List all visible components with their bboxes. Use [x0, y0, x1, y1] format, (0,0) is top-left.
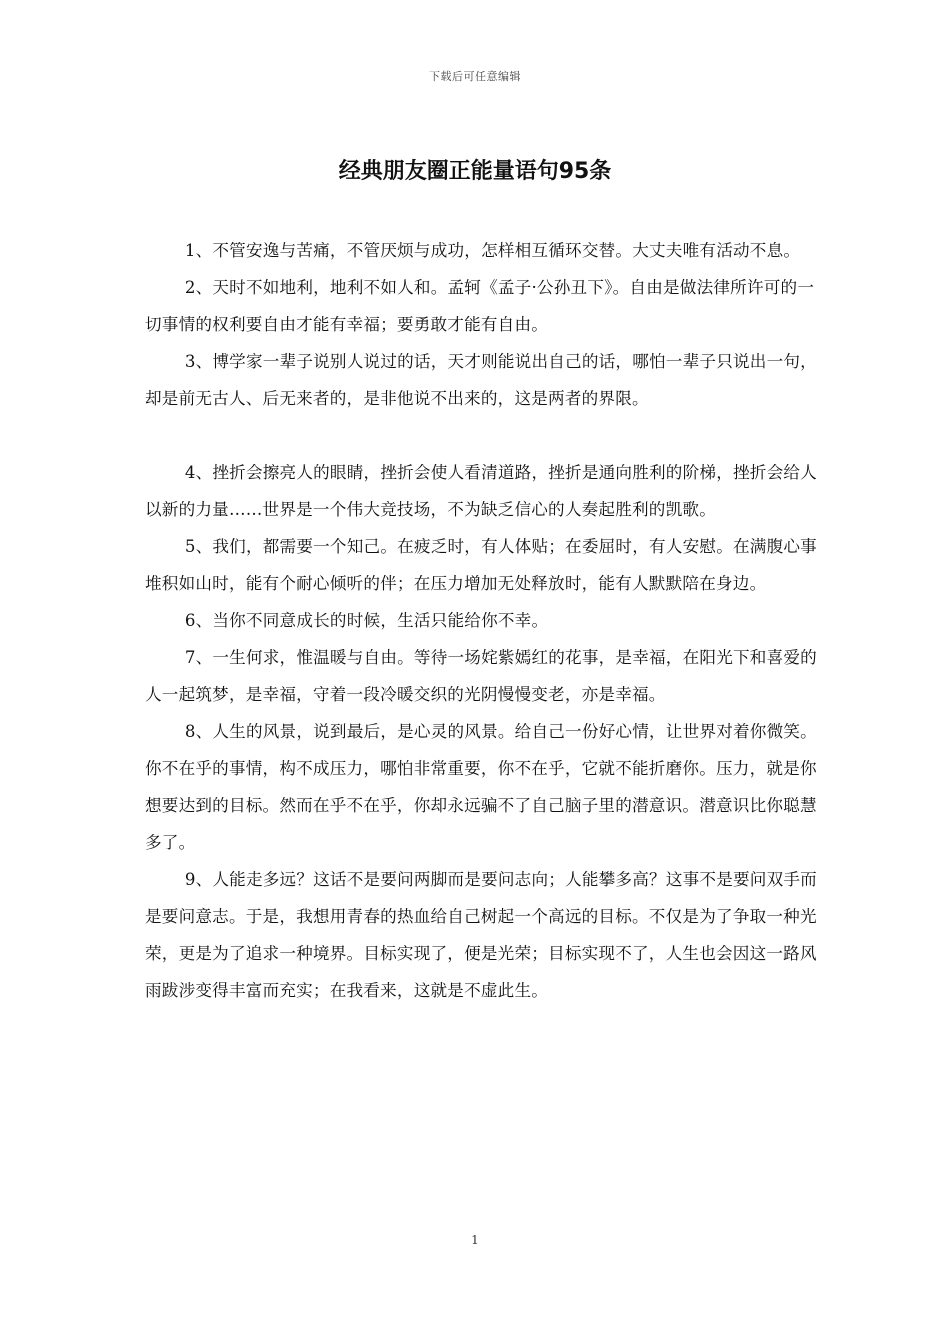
paragraph-5: 5、我们，都需要一个知己。在疲乏时，有人体贴；在委屈时，有人安慰。在满腹心事堆积如山时，能有个耐心倾听的伴；在压力增加无处释放时，能有人默默陪在身边。: [145, 537, 817, 593]
paragraph-6: 6、当你不同意成长的时候，生活只能给你不幸。: [184, 611, 549, 630]
paragraph-3: 3、博学家一辈子说别人说过的话，天才则能说出自己的话，哪怕一辈子只说出一句，却是前无古人、后无来者的，是非他说不出来的，这是两者的界限。: [145, 352, 817, 408]
paragraph-8: 8、人生的风景，说到最后，是心灵的风景。给自己一份好心情，让世界对着你微笑。你不在乎的事情，构不成压力，哪怕非常重要，你不在乎，它就不能折磨你。压力，就是你想要达到的目标。然而在乎不在乎，你却永远骗不了自己脑子里的潜意识。潜意识比你聪慧多了。: [145, 722, 817, 852]
paragraph-1: 1、不管安逸与苦痛，不管厌烦与成功，怎样相互循环交替。大丈夫唯有活动不息。: [184, 241, 801, 260]
paragraph-4: 4、挫折会擦亮人的眼睛，挫折会使人看清道路，挫折是通向胜利的阶梯，挫折会给人以新的力量……世界是一个伟大竞技场，不为缺乏信心的人奏起胜利的凯歌。: [145, 463, 817, 519]
paragraph-2: 2、天时不如地利，地利不如人和。孟轲《孟子·公孙丑下》。自由是做法律所许可的一切事情的权利要自由才能有幸福；要勇敢才能有自由。: [145, 278, 815, 334]
paragraph-9: 9、人能走多远？这话不是要问两脚而是要问志向；人能攀多高？这事不是要问双手而是要问意志。于是，我想用青春的热血给自己树起一个高远的目标。不仅是为了争取一种光荣，更是为了追求一种境界。目标实现了，便是光荣；目标实现不了，人生也会因这一路风雨跋涉变得丰富而充实；在我看来，这就是不虚此生。: [145, 870, 817, 1000]
document-title: 经典朋友圈正能量语句95条: [338, 159, 612, 184]
paragraph-7: 7、一生何求，惟温暖与自由。等待一场姹紫嫣红的花事，是幸福，在阳光下和喜爱的人一起筑梦，是幸福，守着一段冷暖交织的光阴慢慢变老，亦是幸福。: [145, 648, 817, 704]
document-body: [145, 232, 825, 1009]
header-note: 下载后可任意编辑: [429, 70, 521, 83]
page-number: 1: [471, 1233, 479, 1247]
